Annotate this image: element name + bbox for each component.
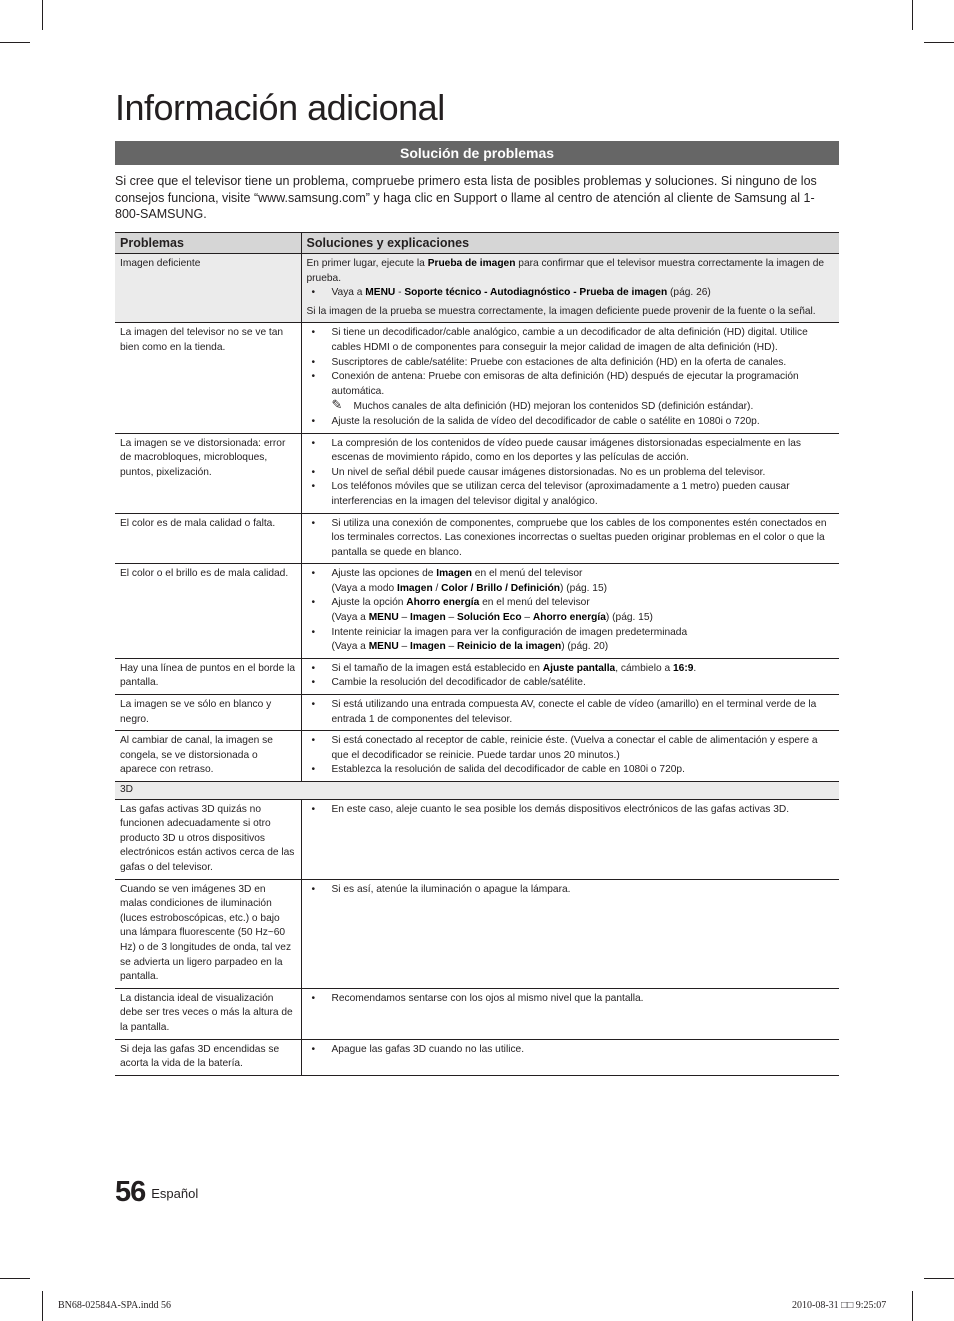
table-row [115, 1039, 839, 1075]
page-footer [115, 1176, 198, 1209]
table-row [115, 731, 839, 782]
solution-item: • Ajuste la resolución de la salida de vídeo del decodificador de cable o satélite en 1080i o 720p. [307, 415, 835, 430]
solution-item: • Establezca la resolución de salida del decodificador de cable en 1080i o 720p. [307, 763, 835, 778]
column-header-problems: Problemas [115, 233, 301, 254]
solution-cell [301, 564, 839, 659]
crop-mark [924, 42, 954, 43]
solution-item: • Ajuste la opción Ahorro energía en el menú del televisor (Vaya a MENU – Imagen – Solución Eco – Ahorro energía) (pág. 15) [307, 596, 835, 625]
solution-item: • Si tiene un decodificador/cable analógico, cambie a un decodificador de alta definición (HD) digital. Utilice cables HDMI o de componentes para conseguir la mejor calidad de imagen de alta definición (HD). [307, 326, 835, 355]
crop-mark [42, 0, 43, 30]
solution-item: • Si es así, atenúe la iluminación o apague la lámpara. [307, 883, 835, 898]
troubleshooting-table [115, 232, 839, 1076]
section-label-3d: 3D [115, 782, 839, 800]
solution-cell [301, 658, 839, 694]
problem-cell: La imagen del televisor no se ve tan bien como en la tienda. [115, 323, 301, 433]
solution-item: • Si está utilizando una entrada compuesta AV, conecte el cable de vídeo (amarillo) en el terminal verde de la entrada 1 de componentes del televisor. [307, 698, 835, 727]
solution-item: • Apague las gafas 3D cuando no las utilice. [307, 1043, 835, 1058]
table-row [115, 695, 839, 731]
print-slug-file: BN68-02584A-SPA.indd 56 [58, 1300, 171, 1311]
solution-item: • Suscriptores de cable/satélite: Pruebe con estaciones de alta definición (HD) en la oferta de canales. [307, 356, 835, 371]
solution-item: • Si utiliza una conexión de componentes, compruebe que los cables de los componentes estén conectados en los terminales correctos. Las conexiones incorrectas o sueltas pueden originar problemas en el color o que la pantalla se quede en blanco. [307, 517, 835, 561]
problem-cell: La imagen se ve distorsionada: error de macrobloques, microbloques, puntos, pixelización. [115, 433, 301, 513]
solution-cell [301, 513, 839, 564]
solution-item: • En este caso, aleje cuanto le sea posible los demás dispositivos electrónicos de las gafas activas 3D. [307, 803, 835, 818]
problem-cell: Cuando se ven imágenes 3D en malas condiciones de iluminación (luces estroboscópicas, etc.) o bajo una lámpara fluorescente (50 Hz~60 Hz) o de 3 longitudes de onda, tal vez se advierta un ligero parpadeo en la pantalla. [115, 879, 301, 988]
crop-mark [924, 1278, 954, 1279]
table-row [115, 564, 839, 659]
problem-cell: Al cambiar de canal, la imagen se congela, se ve distorsionada o aparece con retraso. [115, 731, 301, 782]
solution-cell [301, 323, 839, 433]
page-language: Español [151, 1186, 199, 1201]
table-section-row [115, 782, 839, 800]
solution-item: • Si el tamaño de la imagen está establecido en Ajuste pantalla, cámbielo a 16:9. [307, 662, 835, 677]
problem-cell: El color o el brillo es de mala calidad. [115, 564, 301, 659]
solution-cell [301, 433, 839, 513]
solution-item: • La compresión de los contenidos de vídeo puede causar imágenes distorsionadas especialmente en las escenas de movimiento rápido, como en los deportes y las películas de acción. [307, 437, 835, 466]
problem-cell: El color es de mala calidad o falta. [115, 513, 301, 564]
solution-item: • Si está conectado al receptor de cable, reinicie éste. (Vuelva a conectar el cable de alimentación y espere a que el decodificador se reinicie. Puede tardar unos 20 minutos.) [307, 734, 835, 763]
page-title: Información adicional [115, 87, 445, 128]
solution-cell [301, 695, 839, 731]
crop-mark [912, 1291, 913, 1321]
solution-text: En primer lugar, ejecute la Prueba de imagen para confirmar que el televisor muestra correctamente la imagen de prueba. [306, 258, 825, 284]
problem-cell: Hay una línea de puntos en el borde la pantalla. [115, 658, 301, 694]
section-header: Solución de problemas [115, 141, 839, 165]
table-row [115, 323, 839, 433]
problem-cell: Si deja las gafas 3D encendidas se acorta la vida de la batería. [115, 1039, 301, 1075]
table-row [115, 879, 839, 988]
table-row [115, 799, 839, 879]
page-number: 56 [115, 1176, 146, 1208]
crop-mark [912, 0, 913, 30]
solution-cell [301, 879, 839, 988]
crop-mark [0, 1278, 30, 1279]
note: ✎ Muchos canales de alta definición (HD) mejoran los contenidos SD (definición estándar). [331, 397, 754, 413]
solution-cell [301, 1039, 839, 1075]
table-row [115, 433, 839, 513]
table-row [115, 658, 839, 694]
solution-cell [301, 988, 839, 1039]
solution-item: • Intente reiniciar la imagen para ver la configuración de imagen predeterminada (Vaya a MENU – Imagen – Reinicio de la imagen) (pág. 20) [307, 626, 835, 655]
table-row [115, 254, 839, 323]
solution-item: • Cambie la resolución del decodificador de cable/satélite. [307, 676, 835, 691]
column-header-solutions: Soluciones y explicaciones [301, 233, 839, 254]
solution-cell [301, 254, 839, 323]
solution-item: • Vaya a MENU - Soporte técnico - Autodiagnóstico - Prueba de imagen (pág. 26) [307, 286, 835, 301]
solution-item: • Conexión de antena: Pruebe con emisoras de alta definición (HD) después de ejecutar la programación automática. [307, 370, 835, 399]
solution-cell [301, 799, 839, 879]
crop-mark [42, 1291, 43, 1321]
solution-item: • Ajuste las opciones de Imagen en el menú del televisor (Vaya a modo Imagen / Color / Brillo / Definición) (pág. 15) [307, 567, 835, 596]
table-row [115, 988, 839, 1039]
solution-item: • Los teléfonos móviles que se utilizan cerca del televisor (aproximadamente a 1 metro) pueden causar interferencias en la imagen del televisor digital y analógico. [307, 480, 835, 509]
crop-mark [0, 42, 30, 43]
intro-paragraph: Si cree que el televisor tiene un problema, compruebe primero esta lista de posibles problemas y soluciones. Si ninguno de los consejos funciona, visite “www.samsung.com” y haga clic en Support o llame al centro de atención al cliente de Samsung al 1-800-SAMSUNG. [115, 174, 817, 221]
solution-text: Si la imagen de la prueba se muestra correctamente, la imagen deficiente puede provenir de la fuente o la señal. [306, 305, 816, 317]
problem-cell: Las gafas activas 3D quizás no funcionen adecuadamente si otro producto 3D u otros dispositivos electrónicos están activos cerca de las gafas o del televisor. [115, 799, 301, 879]
problem-cell: La distancia ideal de visualización debe ser tres veces o más la altura de la pantalla. [115, 988, 301, 1039]
table-header-row [115, 233, 839, 254]
table-row [115, 513, 839, 564]
solution-item: • Recomendamos sentarse con los ojos al mismo nivel que la pantalla. [307, 992, 835, 1007]
problem-cell: La imagen se ve sólo en blanco y negro. [115, 695, 301, 731]
solution-item: • Un nivel de señal débil puede causar imágenes distorsionadas. No es un problema del televisor. [307, 466, 835, 481]
problem-cell: Imagen deficiente [115, 254, 301, 323]
note-pencil-icon: ✎ [331, 397, 343, 413]
solution-cell [301, 731, 839, 782]
print-slug-date: 2010-08-31 □□ 9:25:07 [792, 1300, 887, 1311]
